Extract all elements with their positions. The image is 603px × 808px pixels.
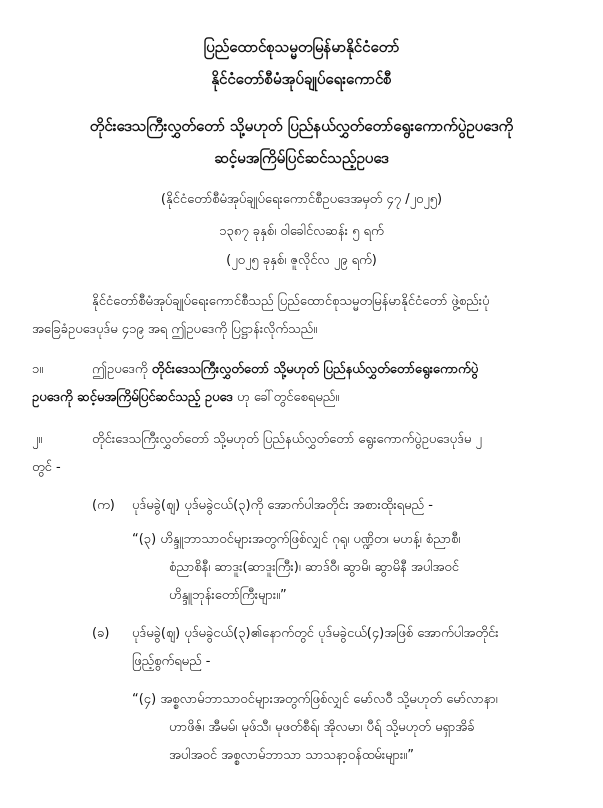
section-2-number: ၂။ (32, 432, 43, 447)
section-2-line-1: တိုင်းဒေသကြီးလွှတ်တော် သို့မဟုတ် ပြည်နယ်လွှတ်တော် ရွေးကောက်ပွဲဥပဒေပုဒ်မ ၂ (92, 432, 482, 447)
section-1-intro: ဤဥပဒေကို (92, 362, 148, 377)
myanmar-date: ၁၃၈၇ ခုနှစ်၊ ဝါခေါင်လဆန်း ၅ ရက် (219, 224, 384, 239)
clause-ka-label: (က) (92, 498, 115, 513)
header-country: ပြည်ထောင်စုသမ္မတမြန်မာနိုင်ငံတော် (203, 38, 400, 56)
clause-kha-quote-line-1: “(၄) အစ္စလာမ်ဘာသာဝင်များအတွက်ဖြစ်လျှင် မော်လဝီ သို့မဟုတ် မော်လာနာ၊ (132, 692, 498, 707)
law-title-line-2: ဆင့်မအကြိမ်ပြင်ဆင်သည့်ဥပဒေ (214, 149, 389, 167)
clause-ka-quote-line-1: “(၃) ဟိန္ဒူဘာသာဝင်များအတွက်ဖြစ်လျှင် ဂုရု၊ ပဏ္ဍိတ၊ မဟန့်၊ စံညာစီ၊ (132, 532, 461, 547)
law-number: (နိုင်ငံတော်စီမံအုပ်ချုပ်ရေးကောင်စီဥပဒေအမှတ် ၄၇ /၂၀၂၅) (160, 192, 443, 207)
section-1-title-bold-1: တိုင်းဒေသကြီးလွှတ်တော် သို့မဟုတ် ပြည်နယ်လွှတ်တော်ရွေးကောက်ပွဲ (151, 362, 479, 377)
section-1-line-1 (92, 361, 478, 379)
section-1-outro: ဟု ခေါ်တွင်စေရမည်။ (237, 390, 340, 405)
law-title-line-1: တိုင်းဒေသကြီးလွှတ်တော် သို့မဟုတ် ပြည်နယ်လွှတ်တော်ရွေးကောက်ပွဲဥပဒေကို (89, 117, 514, 135)
preamble-line-2: အခြေခံဥပဒေပုဒ်မ ၄၁၉ အရ ဤဥပဒေကို ပြဋ္ဌာန်းလိုက်သည်။ (32, 322, 318, 337)
preamble-line-1: နိုင်ငံတော်စီမံအုပ်ချုပ်ရေးကောင်စီသည် ပြည်ထောင်စုသမ္မတမြန်မာနိုင်ငံတော် ဖွဲ့စည်းပုံ (92, 294, 490, 309)
section-1-title-bold-2: ဥပဒေကို ဆင့်မအကြိမ်ပြင်ဆင်သည့် ဥပဒေ (32, 390, 233, 405)
section-2-line-2: တွင် - (32, 460, 61, 475)
clause-kha-quote-line-3: အပါအဝင် အစ္စလာမ်ဘာသာ သာသနာ့ဝန်ထမ်းများ။” (169, 748, 414, 763)
clause-kha-line-1: ပုဒ်မခွဲ(ဈ) ပုဒ်မခွဲငယ်(၃)၏နောက်တွင် ပုဒ်မခွဲငယ်(၄)အဖြစ် အောက်ပါအတိုင်း (132, 626, 499, 641)
clause-ka-text: ပုဒ်မခွဲ(ဈ) ပုဒ်မခွဲငယ်(၃)ကို အောက်ပါအတိုင်း အစားထိုးရမည် - (132, 498, 433, 513)
clause-ka-quote-line-3: ဟိန္ဒူဘုန်းတော်ကြီးများ။” (169, 588, 287, 603)
clause-kha-label: (ခ) (92, 626, 110, 641)
clause-kha-line-2: ဖြည့်စွက်ရမည် - (132, 654, 211, 669)
section-1-number: ၁။ (32, 362, 44, 377)
section-1-line-2 (32, 389, 339, 407)
clause-ka-quote-line-2: စံညာစိနီ၊ ဆာဒူး(ဆာဒူးကြီး)၊ ဆာဒ်ဝီ၊ ဆွာမိ၊ ဆွာမိနီ အပါအဝင် (169, 560, 459, 575)
clause-kha-quote-line-2: ဟာဖိဇ်၊ အီမမ်၊ မုဖ်သီ၊ မုဖတ်စီရ်၊ အိုလမာ၊ ပီရ် သို့မဟုတ် မရှာအိခ် (169, 720, 475, 735)
header-council: နိုင်ငံတော်စီမံအုပ်ချုပ်ရေးကောင်စီ (211, 70, 392, 88)
gregorian-date: (၂၀၂၅ ခုနှစ်၊ ဇူလိုင်လ ၂၉ ရက်) (226, 253, 377, 268)
